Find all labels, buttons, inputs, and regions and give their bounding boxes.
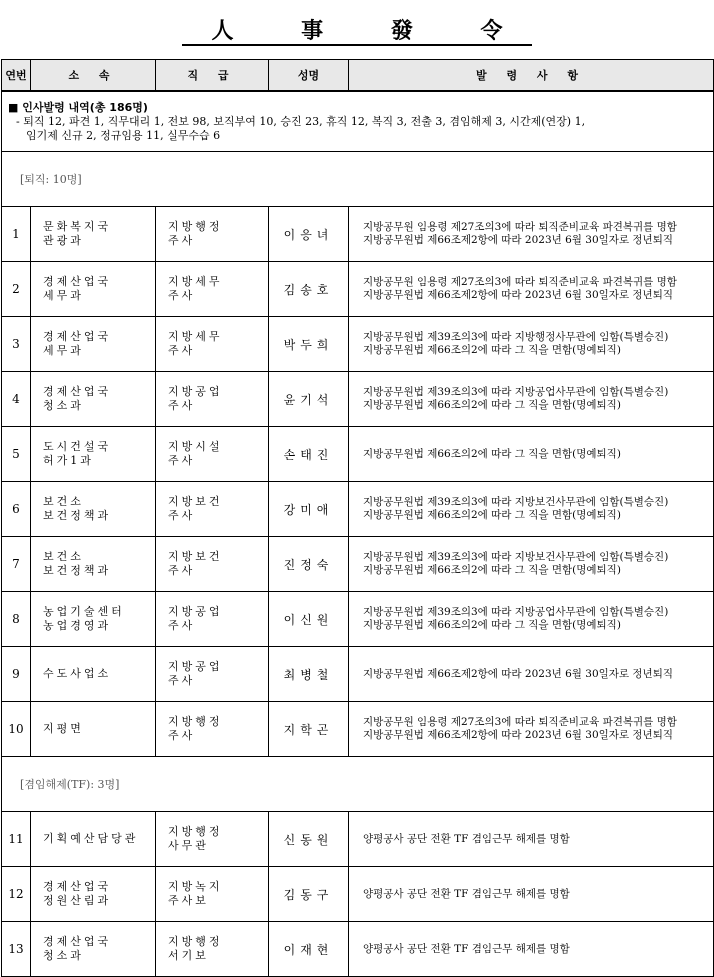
department-line: 보건정책과 [43,564,112,577]
row-name: 윤기석 [269,372,349,427]
department-line: 지평면 [43,722,84,735]
row-detail [349,482,714,537]
detail-line: 지방공무원법 제66조의2에 따라 그 직을 면함(명예퇴직) [363,509,621,521]
detail-line: 지방공무원법 제66조의2에 따라 그 직을 면함(명예퇴직) [363,344,621,356]
row-name: 김동구 [269,867,349,922]
summary-heading: ■ 인사발령 내역(총 186명) [8,100,148,114]
rank-line: 주사 [168,289,196,302]
row-detail [349,317,714,372]
rank-line: 지방보건 [168,495,223,508]
row-rank [156,867,269,922]
detail-line: 지방공무원법 제66조제2항에 따라 2023년 6월 30일자로 정년퇴직 [363,667,673,680]
section-row [2,757,714,812]
row-detail [349,592,714,647]
row-number: 5 [2,427,31,482]
table-row [2,372,714,427]
detail-line: 지방공무원 임용령 제27조의3에 따라 퇴직준비교육 파견복귀를 명함 [363,221,677,233]
header-name: 성명 [269,60,349,92]
row-rank [156,537,269,592]
row-department [31,482,156,537]
row-department [31,317,156,372]
rank-line: 지방녹지 [168,880,223,893]
detail-line: 지방공무원법 제66조제2항에 따라 2023년 6월 30일자로 정년퇴직 [363,729,673,741]
row-rank [156,427,269,482]
department-line: 농업기술센터 [43,605,125,618]
table-header-row [2,60,714,92]
row-rank [156,262,269,317]
department-line: 세무과 [43,344,84,357]
row-detail [349,427,714,482]
row-number: 10 [2,702,31,757]
table-row [2,702,714,757]
row-name: 손태진 [269,427,349,482]
rank-line: 지방공업 [168,660,223,673]
detail-line: 양평공사 공단 전환 TF 겸임근무 해제를 명함 [363,942,570,955]
table-row [2,922,714,977]
department-line: 허가1과 [43,454,94,467]
detail-line: 지방공무원법 제39조의3에 따라 지방행정사무관에 임함(특별승진) [363,331,669,343]
row-name: 김송호 [269,262,349,317]
row-detail [349,537,714,592]
row-department [31,867,156,922]
table-row [2,482,714,537]
rank-line: 지방공업 [168,385,223,398]
department-line: 도시건설국 [43,440,112,453]
rank-line: 주사 [168,619,196,632]
row-number: 3 [2,317,31,372]
department-line: 경제산업국 [43,880,112,893]
row-number: 13 [2,922,31,977]
table-row [2,592,714,647]
table-row [2,647,714,702]
header-dept: 소 속 [31,60,156,92]
row-number: 2 [2,262,31,317]
department-line: 보건소 [43,495,84,508]
row-number: 9 [2,647,31,702]
rank-line: 주사 [168,234,196,247]
row-department [31,207,156,262]
row-detail [349,922,714,977]
detail-line: 지방공무원법 제39조의3에 따라 지방공업사무관에 임함(특별승진) [363,386,669,398]
department-line: 보건소 [43,550,84,563]
summary-cell [2,91,714,152]
title-text: 人 事 發 令 [182,19,533,46]
row-rank [156,922,269,977]
detail-line: 지방공무원법 제66조의2에 따라 그 직을 면함(명예퇴직) [363,399,621,411]
row-detail [349,812,714,867]
rank-line: 주사 [168,509,196,522]
section-row [2,152,714,207]
department-line: 세무과 [43,289,84,302]
department-line: 정원산림과 [43,894,112,907]
row-name: 최병철 [269,647,349,702]
section-label: [퇴직: 10명] [2,152,714,207]
row-rank [156,592,269,647]
row-name: 신동원 [269,812,349,867]
row-detail [349,702,714,757]
row-name: 박두희 [269,317,349,372]
table-row [2,427,714,482]
detail-line: 양평공사 공단 전환 TF 겸임근무 해제를 명함 [363,832,570,845]
detail-line: 지방공무원법 제66조제2항에 따라 2023년 6월 30일자로 정년퇴직 [363,289,673,301]
row-department [31,372,156,427]
row-number: 11 [2,812,31,867]
row-department [31,537,156,592]
table-row [2,317,714,372]
row-name: 이재현 [269,922,349,977]
rank-line: 지방행정 [168,220,223,233]
row-rank [156,207,269,262]
rank-line: 지방세무 [168,275,223,288]
table-row [2,812,714,867]
summary-line-2: 임기제 신규 2, 정규임용 11, 실무수습 6 [26,128,221,142]
row-number: 7 [2,537,31,592]
rank-line: 지방행정 [168,935,223,948]
row-department [31,702,156,757]
rank-line: 지방행정 [168,825,223,838]
rank-line: 주사 [168,399,196,412]
row-name: 지학곤 [269,702,349,757]
rank-line: 주사 [168,454,196,467]
detail-line: 지방공무원 임용령 제27조의3에 따라 퇴직준비교육 파견복귀를 명함 [363,276,677,288]
department-line: 기획예산담당관 [43,832,139,845]
row-detail [349,372,714,427]
row-name: 이신원 [269,592,349,647]
table-row [2,867,714,922]
department-line: 농업경영과 [43,619,112,632]
row-rank [156,482,269,537]
rank-line: 지방시설 [168,440,223,453]
rank-line: 서기보 [168,949,209,962]
row-department [31,647,156,702]
section-label: [겸임해제(TF): 3명] [2,757,714,812]
row-department [31,592,156,647]
document-title [0,14,714,45]
row-rank [156,372,269,427]
department-line: 경제산업국 [43,385,112,398]
row-number: 8 [2,592,31,647]
detail-line: 지방공무원법 제39조의3에 따라 지방보건사무관에 임함(특별승진) [363,551,669,563]
header-rank: 직 급 [156,60,269,92]
row-number: 4 [2,372,31,427]
row-department [31,427,156,482]
detail-line: 지방공무원법 제39조의3에 따라 지방보건사무관에 임함(특별승진) [363,496,669,508]
rank-line: 사무관 [168,839,209,852]
row-detail [349,647,714,702]
row-name: 이응녀 [269,207,349,262]
row-department [31,922,156,977]
row-rank [156,702,269,757]
table-row [2,262,714,317]
detail-line: 지방공무원법 제66조의2에 따라 그 직을 면함(명예퇴직) [363,447,621,460]
summary-line-1: - 퇴직 12, 파견 1, 직무대리 1, 전보 98, 보직부여 10, 승진 23, 휴직 12, 복직 3, 전출 3, 겸임해제 3, 시간제(연장) 1, [16,114,586,128]
detail-line: 지방공무원법 제66조의2에 따라 그 직을 면함(명예퇴직) [363,619,621,631]
rank-line: 지방행정 [168,715,223,728]
detail-line: 지방공무원법 제66조의2에 따라 그 직을 면함(명예퇴직) [363,564,621,576]
rank-line: 주사 [168,674,196,687]
department-line: 청소과 [43,399,84,412]
table-row [2,207,714,262]
row-number: 1 [2,207,31,262]
rank-line: 지방보건 [168,550,223,563]
personnel-table [1,59,714,977]
rank-line: 주사 [168,729,196,742]
summary-row [2,91,714,152]
row-rank [156,317,269,372]
row-department [31,812,156,867]
header-no: 연번 [2,60,31,92]
header-detail: 발 령 사 항 [349,60,714,92]
department-line: 관광과 [43,234,84,247]
rank-line: 주사 [168,344,196,357]
rank-line: 지방공업 [168,605,223,618]
row-detail [349,262,714,317]
department-line: 경제산업국 [43,330,112,343]
row-detail [349,207,714,262]
department-line: 경제산업국 [43,935,112,948]
rank-line: 주사 [168,564,196,577]
detail-line: 지방공무원 임용령 제27조의3에 따라 퇴직준비교육 파견복귀를 명함 [363,716,677,728]
department-line: 경제산업국 [43,275,112,288]
department-line: 청소과 [43,949,84,962]
row-rank [156,812,269,867]
row-rank [156,647,269,702]
department-line: 수도사업소 [43,667,112,680]
department-line: 문화복지국 [43,220,112,233]
row-number: 12 [2,867,31,922]
detail-line: 지방공무원법 제66조제2항에 따라 2023년 6월 30일자로 정년퇴직 [363,234,673,246]
rank-line: 주사보 [168,894,209,907]
row-name: 진정숙 [269,537,349,592]
department-line: 보건정책과 [43,509,112,522]
table-row [2,537,714,592]
row-department [31,262,156,317]
rank-line: 지방세무 [168,330,223,343]
detail-line: 지방공무원법 제39조의3에 따라 지방공업사무관에 임함(특별승진) [363,606,669,618]
row-name: 강미애 [269,482,349,537]
detail-line: 양평공사 공단 전환 TF 겸임근무 해제를 명함 [363,887,570,900]
row-detail [349,867,714,922]
row-number: 6 [2,482,31,537]
